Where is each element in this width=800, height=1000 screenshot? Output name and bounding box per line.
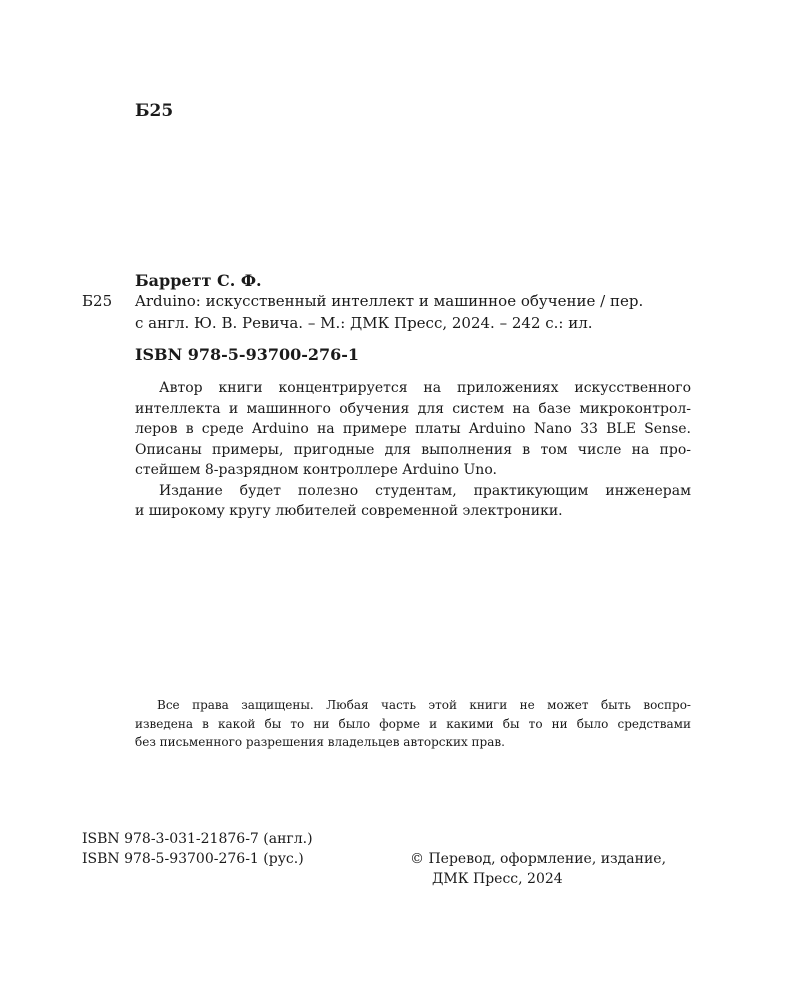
udc-code-side: Б25: [82, 292, 113, 310]
abstract-line: и широкому кругу любителей современной электроники.: [135, 503, 563, 519]
copyright-notice: [410, 850, 666, 889]
bibliographic-title-line: Arduino: искусственный интеллект и машинное обучение / пер.: [135, 292, 644, 310]
isbn-original: ISBN 978-3-031-21876-7 (англ.): [82, 831, 313, 847]
abstract-line: стейшем 8-разрядном контроллере Arduino Uno.: [135, 462, 497, 478]
abstract-line: Описаны примеры, пригодные для выполнения в том числе на про-: [135, 441, 691, 458]
rights-notice: [135, 696, 691, 752]
abstract-line: Издание будет полезно студентам, практикующим инженерам: [159, 482, 691, 499]
rights-line: Все права защищены. Любая часть этой книги не может быть воспро-: [157, 698, 691, 712]
rights-line: без письменного разрешения владельцев авторских прав.: [135, 735, 505, 749]
rights-line: изведена в какой бы то ни было форме и какими бы то ни было средствами: [135, 716, 691, 731]
isbn-main: ISBN 978-5-93700-276-1: [135, 345, 360, 364]
isbn-list: [82, 830, 313, 869]
author-name: Барретт С. Ф.: [135, 271, 262, 290]
abstract-line: леров в среде Arduino на примере платы Arduino Nano 33 BLE Sense.: [135, 421, 691, 437]
udc-code-top: Б25: [135, 101, 174, 121]
abstract-line: Автор книги концентрируется на приложениях искусственного: [159, 380, 691, 396]
book-abstract: [135, 378, 691, 522]
abstract-line: интеллекта и машинного обучения для систем на базе микроконтрол-: [135, 400, 691, 417]
copyright-line-1: © Перевод, оформление, издание,: [410, 851, 667, 867]
isbn-russian: ISBN 978-5-93700-276-1 (рус.): [82, 850, 304, 867]
bibliographic-publication-line: с англ. Ю. В. Ревича. – М.: ДМК Пресс, 2024. – 242 с.: ил.: [135, 314, 593, 332]
copyright-line-2: ДМК Пресс, 2024: [432, 870, 563, 887]
